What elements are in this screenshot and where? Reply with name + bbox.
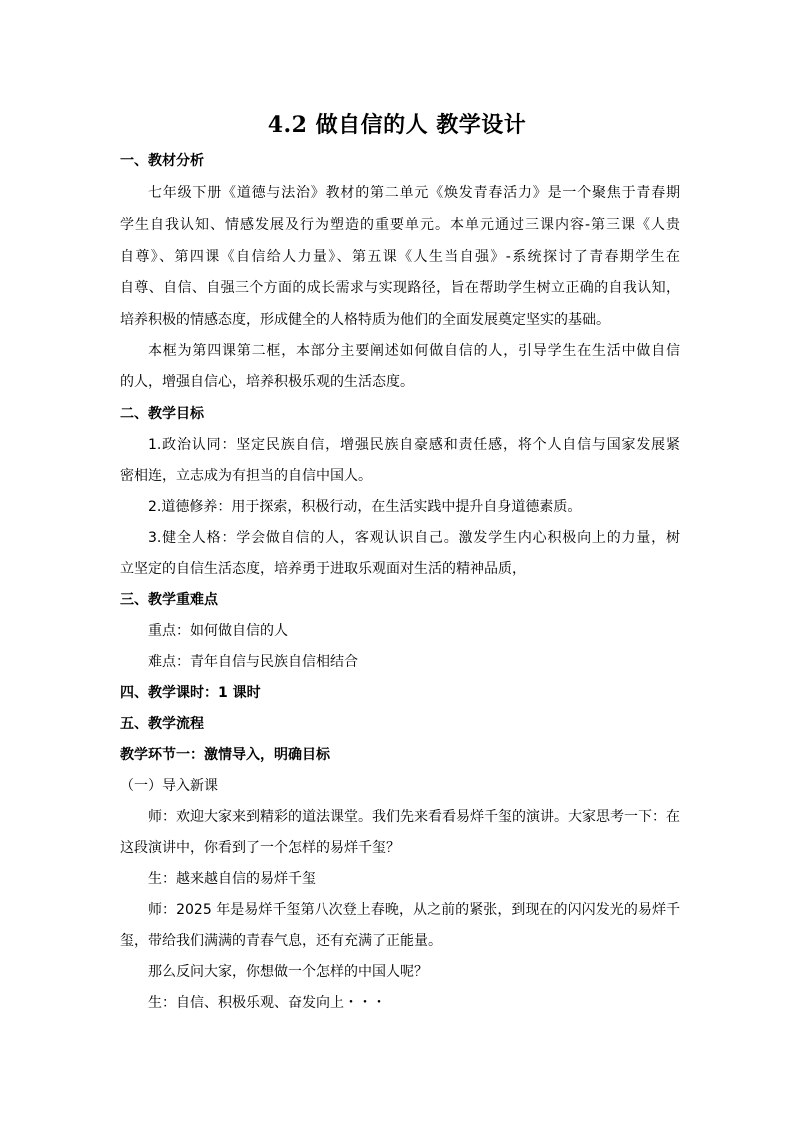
- teaching-step-heading: 教学环节一：激情导入，明确目标: [120, 747, 330, 763]
- key-point-line: 重点：如何做自信的人: [148, 623, 288, 639]
- dialogue-line: 玺，带给我们满满的青春气息，还有充满了正能量。: [120, 933, 442, 949]
- dialogue-line: 师：欢迎大家来到精彩的道法课堂。我们先来看看易烊千玺的演讲。大家思考一下：在: [148, 809, 680, 825]
- section-heading-teaching-goals: 二、教学目标: [120, 406, 204, 422]
- dialogue-line: 师：2025 年是易烊千玺第八次登上春晚，从之前的紧张，到现在的闪闪发光的易烊千: [148, 902, 680, 918]
- paragraph-line: 学生自我认知、情感发展及行为塑造的重要单元。本单元通过三课内容-第三课《人贵: [120, 217, 680, 233]
- paragraph-line: 自尊》、第四课《自信给人力量》、第五课《人生当自强》-系统探讨了青春期学生在: [120, 249, 680, 265]
- section-heading-teaching-process: 五、教学流程: [120, 716, 204, 732]
- paragraph-line: 七年级下册《道德与法治》教材的第二单元《焕发青春活力》是一个聚焦于青春期: [148, 185, 680, 201]
- dialogue-line: 这段演讲中，你看到了一个怎样的易烊千玺？: [120, 840, 400, 856]
- dialogue-line: 生：越来越自信的易烊千玺: [148, 871, 316, 887]
- paragraph-line: 自尊、自信、自强三个方面的成长需求与实现路径，旨在帮助学生树立正确的自我认知，: [120, 280, 680, 296]
- document-title: 4.2 做自信的人 教学设计: [267, 112, 527, 138]
- section-heading-key-points: 三、教学重难点: [120, 592, 218, 608]
- goal-line: 立坚定的自信生活态度，培养勇于进取乐观面对生活的精神品质，: [120, 561, 526, 577]
- paragraph-line: 本框为第四课第二框，本部分主要阐述如何做自信的人，引导学生在生活中做自信: [148, 343, 680, 359]
- goal-line: 3.健全人格：学会做自信的人，客观认识自己。激发学生内心积极向上的力量，树: [148, 530, 680, 546]
- dialogue-line: 那么反问大家，你想做一个怎样的中国人呢？: [148, 964, 428, 980]
- goal-line: 密相连，立志成为有担当的自信中国人。: [120, 468, 372, 484]
- subsection-heading: （一）导入新课: [120, 778, 218, 794]
- paragraph-line: 的人，增强自信心，培养积极乐观的生活态度。: [120, 374, 414, 390]
- section-heading-class-hours: 四、教学课时：1 课时: [120, 685, 261, 701]
- difficult-point-line: 难点：青年自信与民族自信相结合: [148, 654, 358, 670]
- paragraph-line: 培养积极的情感态度，形成健全的人格特质为他们的全面发展奠定坚实的基础。: [120, 312, 610, 328]
- section-heading-textbook-analysis: 一、教材分析: [120, 153, 204, 169]
- goal-line: 1.政治认同：坚定民族自信，增强民族自豪感和责任感，将个人自信与国家发展紧: [148, 437, 680, 453]
- dialogue-line: 生：自信、积极乐观、奋发向上・・・: [148, 995, 386, 1011]
- goal-line: 2.道德修养：用于探索，积极行动，在生活实践中提升自身道德素质。: [148, 499, 582, 515]
